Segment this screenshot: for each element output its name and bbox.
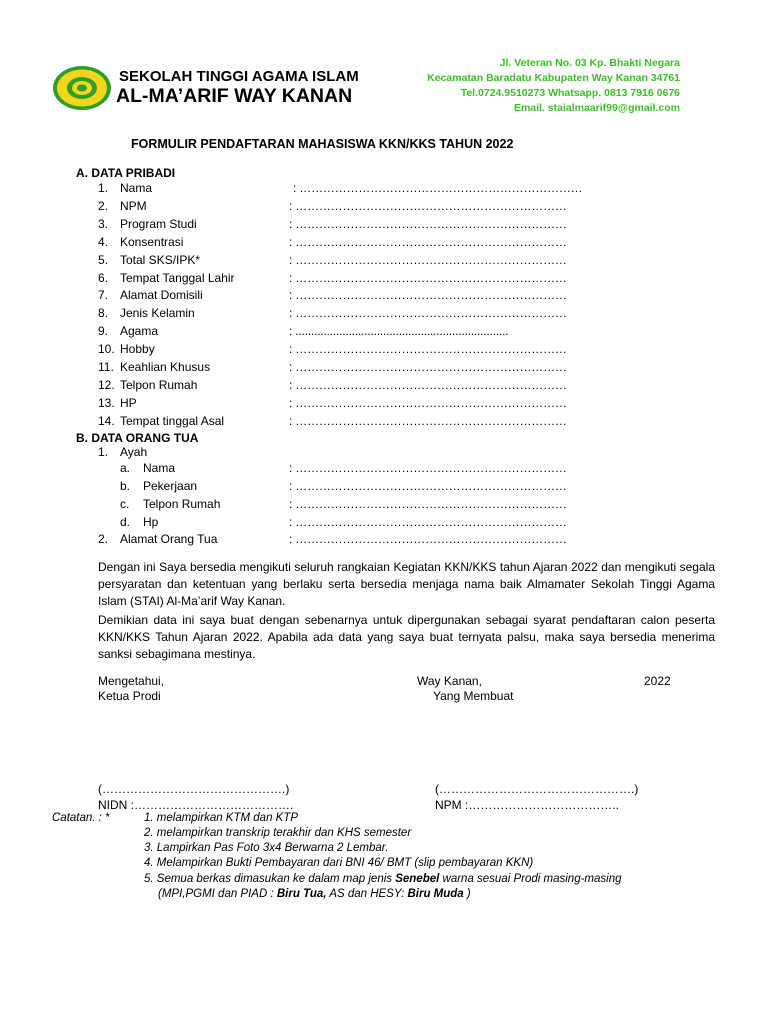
field-number: 9. xyxy=(98,324,109,339)
field-number: 6. xyxy=(98,270,109,285)
form-title: FORMULIR PENDAFTARAN MAHASISWA KKN/KKS TAHUN 2022 xyxy=(131,137,514,151)
statement-paragraph-2: Demikian data ini saya buat dengan sebenarnya untuk dipergunakan sebagai syarat pendaftaran calon peserta KKN/KKS Tahun Ajaran 2022. Apabila ada data yang saya buat ternyata palsu, maka saya bersedia menerima sanksi sebagimana mestinya. xyxy=(98,613,715,661)
institution-name-line2: AL-MA’ARIF WAY KANAN xyxy=(116,85,353,107)
field-label: Hobby xyxy=(120,342,155,357)
field-input[interactable]: : …………………………………………………………… xyxy=(289,395,567,410)
field-input[interactable]: : …………………………………………………………… xyxy=(289,515,567,529)
field-label: Telpon Rumah xyxy=(120,377,198,392)
note-item-5-line2-text1: (MPI,PGMI dan PIAD : xyxy=(158,888,277,900)
note-item-5-line2-text3: ) xyxy=(463,888,471,900)
field-label: Konsentrasi xyxy=(120,234,184,249)
field-number: 14. xyxy=(98,413,115,428)
field-number: 1. xyxy=(98,181,109,195)
sign-left-line2: Ketua Prodi xyxy=(98,689,161,703)
field-number: 5. xyxy=(98,252,109,267)
field-input[interactable]: : …………………………………………………………… xyxy=(289,216,567,231)
field-label: NPM xyxy=(120,198,147,213)
sign-year: 2022 xyxy=(644,674,671,688)
field-label: Hp xyxy=(143,515,159,529)
field-label: Keahlian Khusus xyxy=(120,360,211,374)
field-number: 2. xyxy=(98,198,109,213)
sign-place: Way Kanan, xyxy=(417,674,482,688)
sign-right-line2: Yang Membuat xyxy=(433,689,514,703)
contact-address: Jl. Veteran No. 03 Kp. Bhakti Negara xyxy=(499,57,680,69)
field-input[interactable]: : …………………………………………………………… xyxy=(289,342,567,357)
contact-block xyxy=(427,56,680,116)
field-input[interactable]: : .................................................................... xyxy=(289,324,509,339)
field-number: 3. xyxy=(98,216,109,231)
father-num: 1. xyxy=(98,445,109,459)
field-label: Total SKS/IPK* xyxy=(120,252,201,267)
section-b-title: B. DATA ORANG TUA xyxy=(76,431,199,445)
field-letter: d. xyxy=(120,515,131,529)
field-number: 11. xyxy=(98,360,114,374)
npm-field[interactable]: NPM :……………………………….. xyxy=(435,798,620,812)
field-input[interactable]: : …………………………………………………………… xyxy=(289,270,567,285)
institution-logo xyxy=(52,65,112,111)
note-item-5-bold3: Biru Muda xyxy=(407,888,464,900)
field-input[interactable]: : …………………………………………………………… xyxy=(289,479,567,493)
field-label: Agama xyxy=(120,324,159,339)
contact-district: Kecamatan Baradatu Kabupaten Way Kanan 34761 xyxy=(427,72,680,84)
field-input[interactable]: : …………………………………………………………… xyxy=(289,413,567,428)
contact-email: Email. staialmaarif99@gmail.com xyxy=(513,102,680,114)
note-item-5-bold1: Senebel xyxy=(395,873,440,885)
field-input[interactable]: : …………………………………………………………… xyxy=(289,360,567,374)
note-item-3: 3. Lampirkan Pas Foto 3x4 Berwarna 2 Lembar. xyxy=(144,842,389,854)
field-input[interactable]: : …………………………………………………………… xyxy=(289,377,567,392)
field-letter: c. xyxy=(120,497,130,511)
note-item-2: 2. melampirkan transkrip terakhir dan KHS semester xyxy=(144,827,412,839)
institution-name-line1: SEKOLAH TINGGI AGAMA ISLAM xyxy=(119,68,359,85)
field-label: Tempat Tanggal Lahir xyxy=(120,270,235,285)
field-letter: b. xyxy=(120,479,131,493)
sign-right-name[interactable]: (………………………………………….) xyxy=(435,782,639,796)
sign-left-line1: Mengetahui, xyxy=(98,674,165,688)
field-label: Telpon Rumah xyxy=(143,497,221,511)
contact-phone: Tel.0724.9510273 Whatsapp. 0813 7916 0676 xyxy=(460,87,680,99)
field-input[interactable]: : …………………………………………………………… xyxy=(289,461,567,475)
field-input[interactable]: : …………………………………………………………… xyxy=(289,306,567,321)
sign-left-name[interactable]: (……………………………………….) xyxy=(98,782,290,796)
nidn-field[interactable]: NIDN :…………………………………. xyxy=(98,798,294,812)
field-letter: a. xyxy=(120,461,131,475)
statement-paragraph-1: Dengan ini Saya bersedia mengikuti seluruh rangkaian Kegiatan KKN/KKS tahun Ajaran 2022 dan mengikuti segala persyaratan dan ketentuan yang berlaku serta bersedia menjaga nama baik Almamater Sekolah Tinggi Agama Islam (STAI) Al-Ma’arif Way Kanan. xyxy=(98,560,715,608)
section-a-title: A. DATA PRIBADI xyxy=(76,166,176,180)
parent-address-label: Alamat Orang Tua xyxy=(120,532,218,546)
note-item-4: 4. Melampirkan Bukti Pembayaran dari BNI 46/ BMT (slip pembayaran KKN) xyxy=(144,857,534,869)
field-label: HP xyxy=(120,395,137,410)
field-number: 10. xyxy=(98,342,115,357)
field-label: Nama xyxy=(120,181,153,195)
notes-label: Catatan. : * xyxy=(52,812,110,824)
field-label: Nama xyxy=(143,461,176,475)
note-item-5 xyxy=(144,873,622,885)
parent-address-input[interactable]: : …………………………………………………………… xyxy=(289,532,567,546)
field-number: 12. xyxy=(98,377,115,392)
field-input[interactable]: : ……………………………………………………………… xyxy=(293,181,583,195)
field-label: Jenis Kelamin xyxy=(120,306,195,321)
note-item-5-bold2: Biru Tua, xyxy=(276,888,327,900)
field-number: 4. xyxy=(98,234,109,249)
field-label: Tempat tinggal Asal xyxy=(120,413,225,428)
father-label: Ayah xyxy=(120,445,148,459)
field-label: Pekerjaan xyxy=(143,479,198,493)
field-input[interactable]: : …………………………………………………………… xyxy=(289,497,567,511)
note-item-5-text1: 5. Semua berkas dimasukan ke dalam map jenis xyxy=(144,873,396,885)
note-item-5-text2: warna sesuai Prodi masing-masing xyxy=(439,873,622,885)
field-number: 8. xyxy=(98,306,109,321)
field-input[interactable]: : …………………………………………………………… xyxy=(289,252,567,267)
field-label: Alamat Domisili xyxy=(120,288,203,303)
field-input[interactable]: : …………………………………………………………… xyxy=(289,288,567,303)
parent-address-num: 2. xyxy=(98,532,109,546)
field-input[interactable]: : …………………………………………………………… xyxy=(289,198,567,213)
field-number: 7. xyxy=(98,288,109,303)
note-item-5-line2 xyxy=(158,888,471,900)
field-number: 13. xyxy=(98,395,115,410)
note-item-5-line2-text2: AS dan HESY: xyxy=(326,888,408,900)
note-item-1: 1. melampirkan KTM dan KTP xyxy=(144,812,299,824)
field-label: Program Studi xyxy=(120,216,197,231)
field-input[interactable]: : …………………………………………………………… xyxy=(289,234,567,249)
